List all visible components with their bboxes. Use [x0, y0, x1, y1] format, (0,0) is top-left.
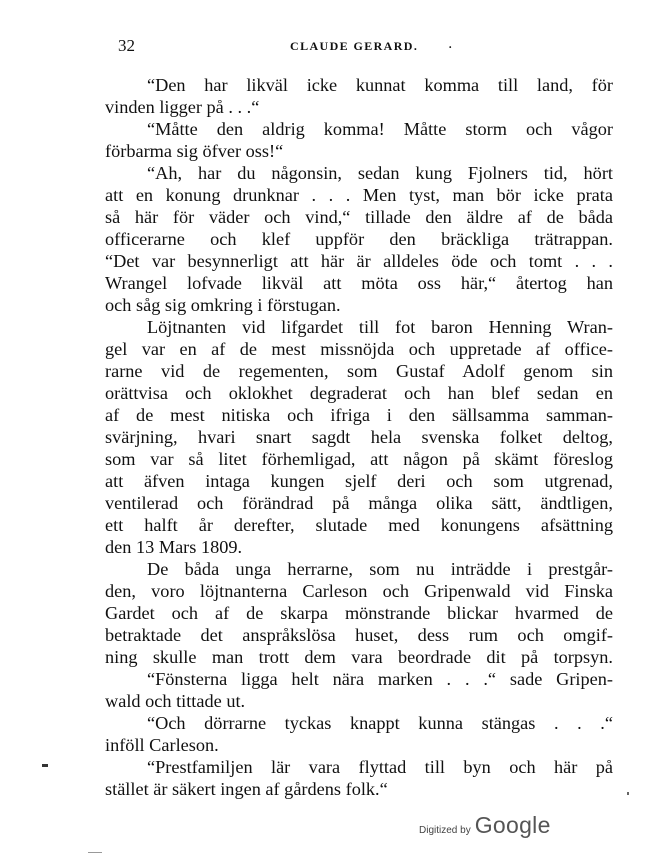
text-line: svärjning, hvari snart sagdt hela svenska folket deltog,	[105, 427, 613, 447]
text-line: vinden ligger på . . .“	[105, 97, 260, 117]
text-line: ventilerad och förändrad på många olika sätt, ändtligen,	[105, 493, 613, 513]
page-header	[118, 36, 618, 60]
text-line: “Ah, har du någonsin, sedan kung Fjolners tid, hört	[147, 163, 613, 183]
scan-speck	[627, 792, 629, 795]
text-line: att en konung drunknar . . . Men tyst, man bör icke prata	[105, 185, 613, 205]
text-line: wald och tittade ut.	[105, 691, 246, 711]
text-line: betraktade det anspråkslösa huset, dess rum och omgif-	[105, 625, 613, 645]
text-line: förbarma sig öfver oss!“	[105, 141, 284, 161]
margin-mark	[42, 764, 48, 767]
text-line: officerarne och klef uppför den bräckliga trätrappan.	[105, 229, 613, 249]
watermark-caption: Digitized by	[419, 825, 471, 836]
text-line: ning skulle man trott dem vara beordrade dit på torpsyn.	[105, 647, 613, 667]
text-line: “Prestfamiljen lär vara flyttad till byn och här på	[147, 757, 613, 777]
header-dot: .	[448, 36, 453, 52]
text-line: orättvisa och oklokhet degraderat och han blef sedan en	[105, 383, 613, 403]
text-line: af de mest nitiska och ifriga i den sällsamma samman-	[105, 405, 613, 425]
text-line: De båda unga herrarne, som nu inträdde i prestgår-	[147, 559, 613, 579]
google-logo: Google	[474, 812, 551, 838]
text-line: ett halft år derefter, slutade med konungens afsättning	[105, 515, 613, 535]
text-line: Wrangel lofvade likväl att möta oss här,“ återtog han	[105, 273, 613, 293]
text-line: rarne vid de regementen, som Gustaf Adolf genom sin	[105, 361, 613, 381]
text-line: den 13 Mars 1809.	[105, 537, 243, 557]
text-line: och såg sig omkring i förstugan.	[105, 295, 341, 315]
text-line: “Det var besynnerligt att här är alldeles öde och tomt . . .	[105, 251, 613, 271]
text-line: “Den har likväl icke kunnat komma till land, för	[147, 75, 613, 95]
text-line: “Måtte den aldrig komma! Måtte storm och vågor	[147, 119, 613, 139]
text-line: Löjtnanten vid lifgardet till fot baron Henning Wran-	[147, 317, 613, 337]
text-line: stället är säkert ingen af gårdens folk.“	[105, 779, 388, 799]
text-line: Gardet och af de skarpa mönstrande blickar hvarmed de	[105, 603, 613, 623]
text-line: “Fönsterna ligga helt nära marken . . .“ sade Gripen-	[147, 669, 613, 689]
text-line: “Och dörrarne tyckas knappt kunna stängas . . .“	[147, 713, 613, 733]
text-line: så här för väder och vind,“ tillade den äldre af de båda	[105, 207, 613, 227]
page-number: 32	[118, 36, 135, 55]
text-line: gel var en af de mest missnöjda och uppretade af office-	[105, 339, 613, 359]
body-text	[105, 74, 613, 800]
text-line: den, voro löjtnanterna Carleson och Gripenwald vid Finska	[105, 581, 613, 601]
running-head: CLAUDE GERARD.	[290, 39, 419, 53]
text-line: som var så litet förhemligad, att någon på skämt föreslog	[105, 449, 613, 469]
text-line: inföll Carleson.	[105, 735, 219, 755]
digitized-watermark	[419, 812, 551, 842]
text-line: att äfven intaga kungen sjelf deri och som utgrenad,	[105, 471, 613, 491]
bottom-scan-mark	[88, 852, 102, 853]
